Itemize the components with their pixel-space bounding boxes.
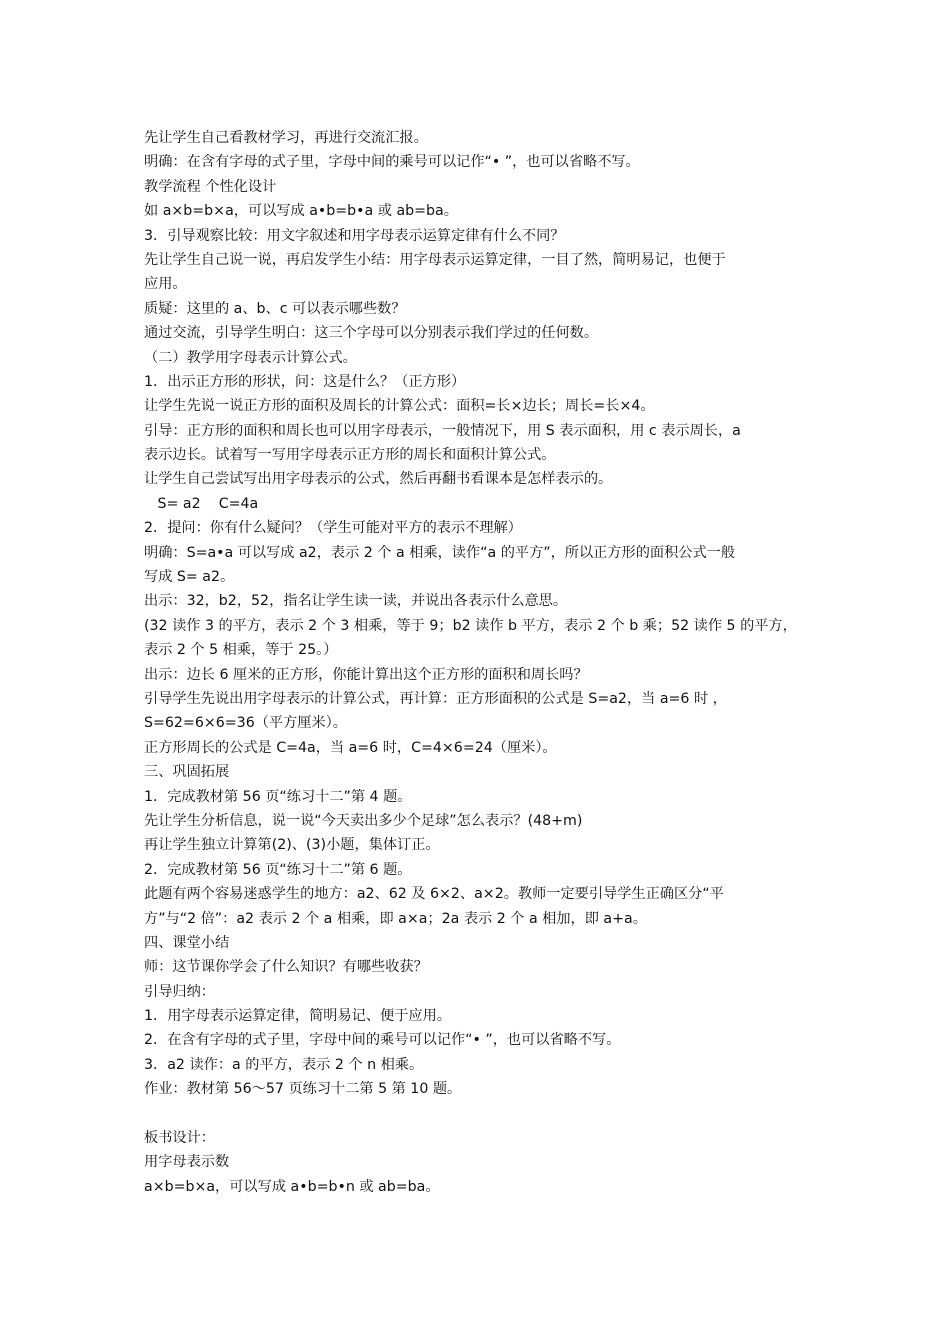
text-line: 用字母表示数	[144, 1154, 230, 1171]
text-line: 让学生先说一说正方形的面积及周长的计算公式：面积=长×边长；周长=长×4。	[144, 398, 655, 415]
text-line: 引导学生先说出用字母表示的计算公式，再计算：正方形面积的公式是 S=a2，当 a=6 时 ，	[144, 690, 727, 707]
text-line: 通过交流，引导学生明白：这三个字母可以分别表示我们学过的任何数。	[144, 325, 599, 342]
section-heading: 三、巩固拓展	[144, 764, 230, 781]
text-line: 先让学生自己看教材学习，再进行交流汇报。	[144, 130, 428, 146]
text-line: 如 a×b=b×a，可以写成 a•b=b•a 或 ab=ba。	[144, 203, 458, 220]
formula-line: S= a2 C=4a	[144, 495, 259, 512]
text-line: 先让学生自己说一说，再启发学生小结：用字母表示运算定律，一目了然，简明易记，也便于	[144, 251, 726, 268]
text-line: 明确：在含有字母的式子里，字母中间的乘号可以记作“• ”，也可以省略不写。	[144, 154, 640, 171]
text-line: 此题有两个容易迷惑学生的地方：a2、62 及 6×2、a×2。教师一定要引导学生正确区分“平	[144, 886, 724, 903]
text-line: 应用。	[144, 276, 187, 293]
text-line: a×b=b×a，可以写成 a•b=b•n 或 ab=ba。	[144, 1178, 440, 1195]
text-line: 教学流程 个性化设计	[144, 178, 277, 195]
text-line: 3．引导观察比较：用文字叙述和用字母表示运算定律有什么不同？	[144, 227, 565, 244]
document-page	[144, 126, 819, 1199]
section-heading: （二）教学用字母表示计算公式。	[144, 349, 357, 366]
section-heading: 四、课堂小结	[144, 934, 230, 951]
text-line: 出示：边长 6 厘米的正方形，你能计算出这个正方形的面积和周长吗？	[144, 666, 588, 683]
text-line: 让学生自己尝试写出用字母表示的公式，然后再翻书看课本是怎样表示的。	[144, 471, 613, 488]
text-line: S=62=6×6=36（平方厘米）。	[144, 715, 347, 732]
text-line: 表示边长。试着写一写用字母表示正方形的周长和面积计算公式。	[144, 447, 556, 464]
text-line: 2．在含有字母的式子里，字母中间的乘号可以记作“• ”，也可以省略不写。	[144, 1032, 621, 1049]
text-line: 1．用字母表示运算定律，简明易记、便于应用。	[144, 1008, 451, 1025]
text-line: 正方形周长的公式是 C=4a，当 a=6 时，C=4×6=24（厘米）。	[144, 739, 557, 756]
text-line: (32 读作 3 的平方，表示 2 个 3 相乘，等于 9；b2 读作 b 平方，表示 2 个 b 乘；52 读作 5 的平方，	[144, 617, 797, 634]
blank-line	[144, 1102, 819, 1126]
text-line: 引导：正方形的面积和周长也可以用字母表示，一般情况下，用 S 表示面积，用 c 表示周长，a	[144, 422, 741, 439]
text-line: 2．完成教材第 56 页“练习十二”第 6 题。	[144, 861, 412, 878]
text-line: 师：这节课你学会了什么知识？有哪些收获？	[144, 959, 428, 976]
text-line: 再让学生独立计算第(2)、(3)小题，集体订正。	[144, 837, 440, 854]
text-line: 作业：教材第 56～57 页练习十二第 5 第 10 题。	[144, 1081, 462, 1098]
text-line: 引导归纳：	[144, 983, 215, 1000]
text-line: 3．a2 读作：a 的平方，表示 2 个 n 相乘。	[144, 1056, 424, 1073]
text-line: 先让学生分析信息，说一说“今天卖出多少个足球”怎么表示？(48+m)	[144, 812, 583, 829]
text-line: 明确：S=a•a 可以写成 a2，表示 2 个 a 相乘，读作“a 的平方”，所以正方形的面积公式一般	[144, 544, 736, 561]
text-line: 出示：32，b2，52，指名让学生读一读，并说出各表示什么意思。	[144, 593, 568, 610]
text-line: 方”与“2 倍”：a2 表示 2 个 a 相乘，即 a×a；2a 表示 2 个 a 相加，即 a+a。	[144, 910, 647, 927]
text-line: 写成 S= a2。	[144, 569, 235, 586]
section-heading: 板书设计：	[144, 1130, 215, 1147]
text-line: 1．完成教材第 56 页“练习十二”第 4 题。	[144, 788, 412, 805]
text-line: 2．提问：你有什么疑问？（学生可能对平方的表示不理解）	[144, 520, 522, 537]
text-line: 质疑：这里的 a、b、c 可以表示哪些数？	[144, 300, 406, 317]
text-line: 1．出示正方形的形状，问：这是什么？（正方形）	[144, 373, 466, 390]
text-line: 表示 2 个 5 相乘，等于 25。）	[144, 642, 338, 659]
